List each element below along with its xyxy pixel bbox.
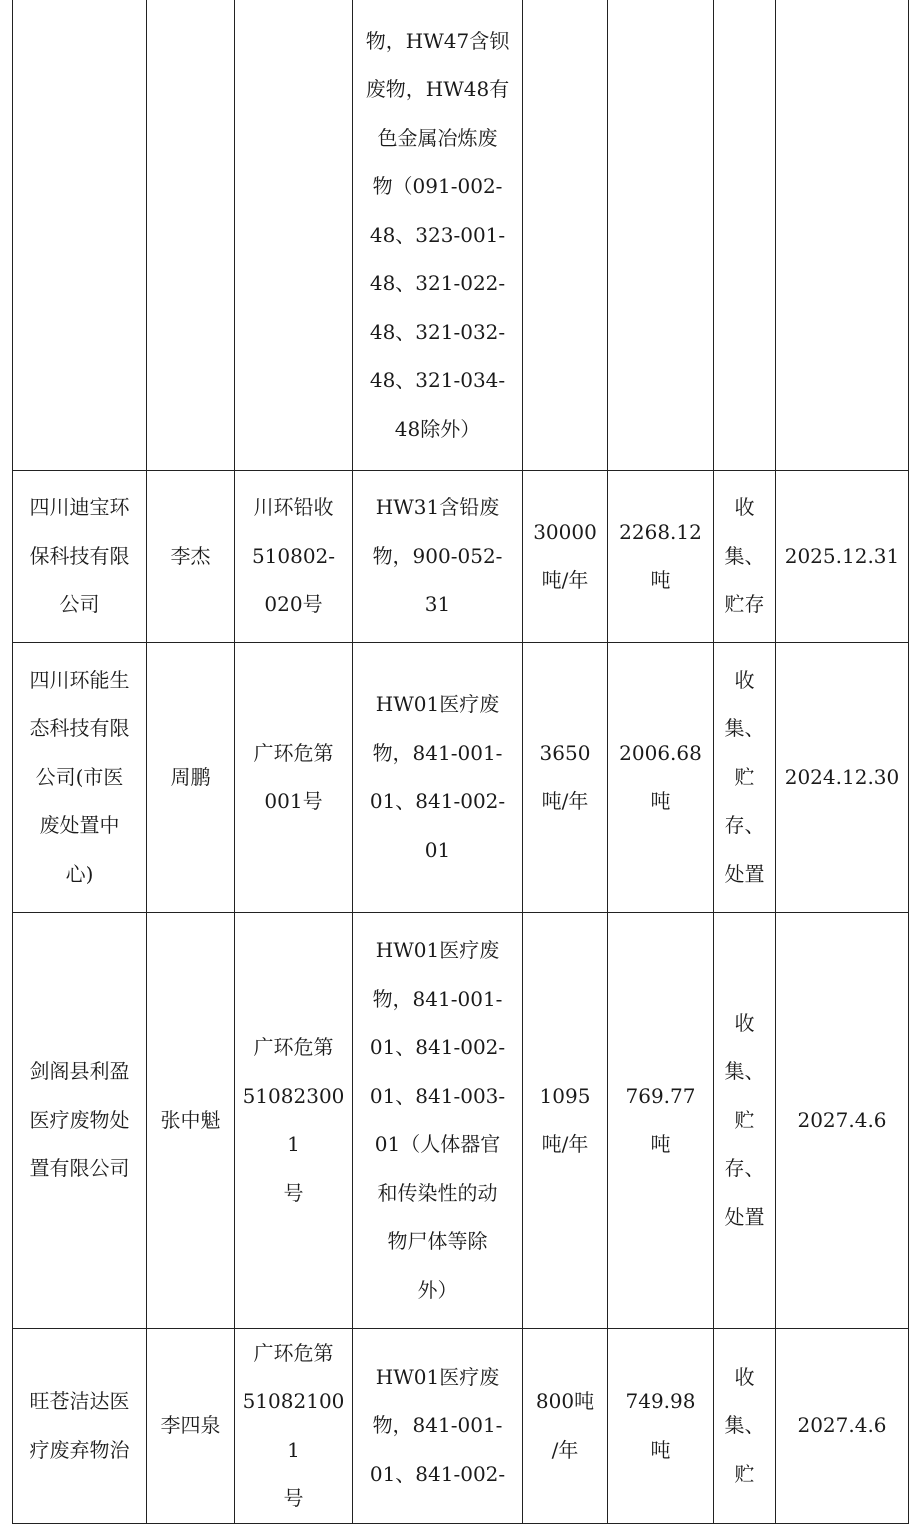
- category-text-line: 物，900-052-: [372, 543, 503, 568]
- license-text-line: 020号: [264, 592, 323, 617]
- category-text-line: 01、841-002-: [369, 789, 506, 813]
- company-text-line: 四川环能生: [29, 667, 130, 692]
- person-cell: [147, 1328, 235, 1523]
- license-text-line: 广环危第: [253, 1035, 334, 1059]
- hazardous-waste-license-table: [12, 0, 909, 1524]
- category-cell: [353, 912, 523, 1328]
- category-cell: [353, 0, 523, 470]
- category-text-line: 48、321-034-: [369, 368, 506, 392]
- person-text-line: 周鹏: [170, 764, 211, 789]
- company-text-line: 四川迪宝环: [29, 495, 130, 520]
- license-text-line: 510823001: [242, 1083, 345, 1156]
- scale-text-line: 30000: [533, 519, 597, 544]
- category-text-line: 物尸体等除: [387, 1229, 488, 1253]
- license-text-line: 号: [283, 1486, 304, 1510]
- scale-cell: [523, 0, 608, 470]
- person-text-line: 张中魁: [160, 1107, 221, 1132]
- license-text-line: 川环铅收: [253, 495, 334, 520]
- category-text-line: HW01医疗废: [375, 692, 500, 716]
- category-text-line: 色金属冶炼废: [377, 125, 498, 150]
- company-text-line: 保科技有限: [29, 543, 130, 568]
- scale-cell: [523, 470, 608, 642]
- amount-cell: [608, 1328, 714, 1523]
- mode-text-line: 存、: [724, 1156, 765, 1181]
- amount-cell: [608, 470, 714, 642]
- amount-text-line: 吨: [650, 789, 671, 813]
- category-text-line: 物，HW47含钡: [365, 28, 510, 53]
- company-text-line: 废处置中: [39, 813, 120, 838]
- mode-text-line: 收: [734, 667, 755, 692]
- mode-text-line: 收: [734, 1364, 755, 1389]
- expiry-text-line: 2025.12.31: [784, 543, 900, 568]
- mode-text-line: 贮: [734, 1461, 755, 1486]
- mode-text-line: 集、: [724, 716, 765, 741]
- mode-cell: [714, 470, 776, 642]
- category-text-line: 物（091-002-: [372, 174, 503, 198]
- scale-text-line: 吨/年: [541, 568, 589, 592]
- license-cell: [235, 1328, 353, 1523]
- person-text-line: 李四泉: [160, 1413, 221, 1438]
- table-row: [13, 470, 909, 642]
- category-text-line: 01、841-002-: [369, 1461, 506, 1486]
- expiry-text-line: 2024.12.30: [784, 764, 900, 789]
- license-cell: [235, 0, 353, 470]
- table-row: [13, 642, 909, 912]
- person-text-line: 李杰: [170, 543, 211, 568]
- company-text-line: 公司: [59, 592, 100, 617]
- category-text-line: HW01医疗废: [375, 938, 500, 962]
- scale-cell: [523, 1328, 608, 1523]
- table-row: [13, 1328, 909, 1523]
- mode-text-line: 集、: [724, 1413, 765, 1438]
- category-text-line: 48、321-032-: [369, 319, 506, 344]
- category-text-line: 31: [424, 592, 451, 617]
- mode-text-line: 贮: [734, 1107, 755, 1132]
- category-cell: [353, 470, 523, 642]
- mode-text-line: 贮存: [724, 592, 765, 617]
- scale-cell: [523, 912, 608, 1328]
- amount-text-line: 2006.68: [619, 740, 702, 765]
- mode-text-line: 贮: [734, 764, 755, 789]
- category-text-line: 01: [424, 837, 451, 862]
- license-text-line: 广环危第: [253, 1340, 334, 1365]
- amount-cell: [608, 0, 714, 470]
- expiry-cell: [776, 912, 909, 1328]
- category-text-line: 物，841-001-: [372, 740, 503, 765]
- expiry-text-line: 2027.4.6: [797, 1413, 887, 1438]
- company-cell: [13, 642, 147, 912]
- license-text-line: 510802-: [251, 543, 336, 568]
- person-cell: [147, 642, 235, 912]
- license-text-line: 510821001: [242, 1389, 345, 1462]
- mode-text-line: 处置: [724, 861, 765, 886]
- amount-text-line: 769.77: [625, 1083, 696, 1108]
- category-text-line: 48、321-022-: [369, 271, 506, 295]
- company-text-line: 态科技有限: [29, 716, 130, 741]
- amount-text-line: 吨: [650, 1437, 671, 1462]
- expiry-cell: [776, 0, 909, 470]
- mode-text-line: 处置: [724, 1204, 765, 1229]
- scale-text-line: 800吨: [535, 1389, 595, 1413]
- person-cell: [147, 470, 235, 642]
- table-row: [13, 912, 909, 1328]
- category-text-line: 48除外）: [394, 416, 481, 441]
- company-text-line: 疗废弃物治: [29, 1437, 130, 1462]
- license-text-line: 广环危第: [253, 740, 334, 765]
- category-cell: [353, 642, 523, 912]
- company-text-line: 医疗废物处: [29, 1107, 130, 1132]
- mode-text-line: 存、: [724, 813, 765, 838]
- category-text-line: 48、323-001-: [369, 222, 506, 247]
- amount-cell: [608, 642, 714, 912]
- scale-text-line: 吨/年: [541, 1132, 589, 1156]
- license-text-line: 号: [283, 1180, 304, 1205]
- expiry-cell: [776, 642, 909, 912]
- expiry-text-line: 2027.4.6: [797, 1107, 887, 1132]
- amount-text-line: 吨: [650, 1132, 671, 1156]
- company-cell: [13, 0, 147, 470]
- amount-text-line: 2268.12: [619, 519, 702, 544]
- license-text-line: 001号: [264, 789, 323, 813]
- category-text-line: 外）: [417, 1277, 458, 1302]
- mode-cell: [714, 1328, 776, 1523]
- expiry-cell: [776, 470, 909, 642]
- person-cell: [147, 912, 235, 1328]
- scale-cell: [523, 642, 608, 912]
- category-text-line: 01、841-003-: [369, 1083, 506, 1108]
- mode-cell: [714, 912, 776, 1328]
- company-text-line: 剑阁县利盈: [29, 1059, 130, 1084]
- amount-text-line: 749.98: [625, 1389, 696, 1413]
- category-text-line: 物，841-001-: [372, 986, 503, 1011]
- company-text-line: 公司(市医: [35, 764, 124, 789]
- scale-text-line: 3650: [539, 740, 591, 765]
- category-text-line: 和传染性的动: [377, 1180, 498, 1205]
- category-cell: [353, 1328, 523, 1523]
- person-cell: [147, 0, 235, 470]
- company-cell: [13, 1328, 147, 1523]
- company-text-line: 心): [65, 861, 94, 886]
- amount-cell: [608, 912, 714, 1328]
- scale-text-line: 吨/年: [541, 789, 589, 813]
- category-text-line: 01、841-002-: [369, 1035, 506, 1059]
- mode-cell: [714, 0, 776, 470]
- mode-text-line: 集、: [724, 543, 765, 568]
- category-text-line: 废物，HW48有: [365, 77, 510, 101]
- table-body: [13, 0, 909, 1523]
- category-text-line: 物，841-001-: [372, 1413, 503, 1438]
- category-text-line: HW31含铅废: [375, 495, 500, 520]
- table-row: [13, 0, 909, 470]
- company-cell: [13, 470, 147, 642]
- amount-text-line: 吨: [650, 568, 671, 592]
- license-cell: [235, 642, 353, 912]
- category-text-line: 01（人体器官: [374, 1132, 501, 1156]
- mode-text-line: 收: [734, 1010, 755, 1035]
- license-cell: [235, 470, 353, 642]
- expiry-cell: [776, 1328, 909, 1523]
- mode-text-line: 集、: [724, 1059, 765, 1084]
- scale-text-line: /年: [551, 1437, 579, 1462]
- company-text-line: 旺苍洁达医: [29, 1389, 130, 1413]
- category-text-line: HW01医疗废: [375, 1364, 500, 1389]
- mode-cell: [714, 642, 776, 912]
- company-text-line: 置有限公司: [29, 1156, 130, 1181]
- license-cell: [235, 912, 353, 1328]
- scale-text-line: 1095: [539, 1083, 591, 1108]
- company-cell: [13, 912, 147, 1328]
- mode-text-line: 收: [734, 495, 755, 520]
